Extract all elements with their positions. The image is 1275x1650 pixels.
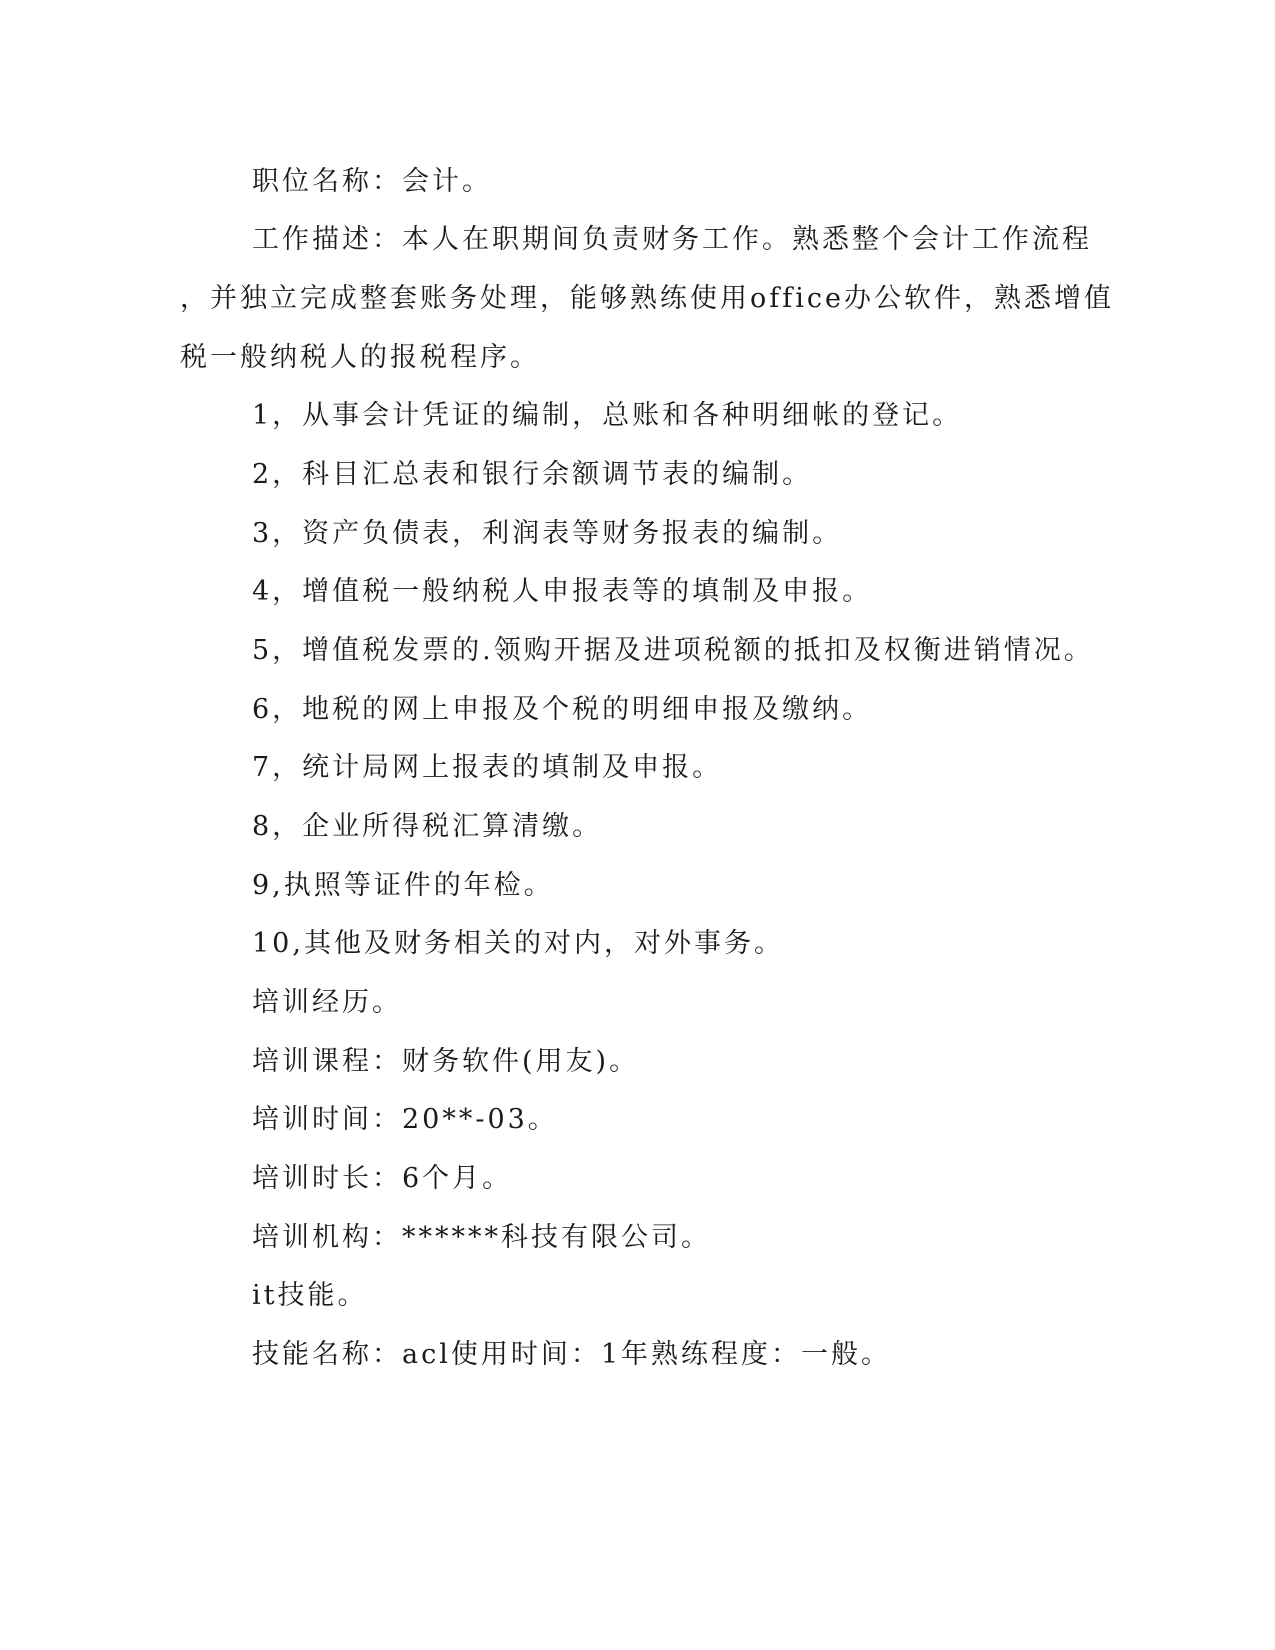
job-description-line-2: ，并独立完成整套账务处理，能够熟练使用office办公软件，熟悉增值	[180, 283, 1114, 314]
duty-item-7: 7，统计局网上报表的填制及申报。	[252, 752, 723, 783]
duty-item-10: 10,其他及财务相关的对内，对外事务。	[252, 928, 784, 959]
duty-item-6: 6，地税的网上申报及个税的明细申报及缴纳。	[252, 694, 873, 725]
training-institution: 培训机构：******科技有限公司。	[252, 1222, 711, 1253]
duty-item-2: 2，科目汇总表和银行余额调节表的编制。	[252, 459, 813, 490]
job-description-line-3: 税一般纳税人的报税程序。	[180, 342, 540, 373]
duty-item-1: 1，从事会计凭证的编制，总账和各种明细帐的登记。	[252, 400, 963, 431]
duty-item-5: 5，增值税发票的.领购开据及进项税额的抵扣及权衡进销情况。	[252, 635, 1094, 666]
duty-item-3: 3，资产负债表，利润表等财务报表的编制。	[252, 518, 843, 549]
training-course: 培训课程：财务软件(用友)。	[252, 1046, 640, 1077]
it-skills-heading: it技能。	[252, 1280, 368, 1311]
duty-item-8: 8，企业所得税汇算清缴。	[252, 811, 603, 842]
training-duration: 培训时长：6个月。	[252, 1163, 513, 1194]
duty-item-9: 9,执照等证件的年检。	[252, 870, 554, 901]
job-description-line-1: 工作描述：本人在职期间负责财务工作。熟悉整个会计工作流程	[252, 224, 1092, 255]
training-heading: 培训经历。	[252, 987, 402, 1018]
training-time: 培训时间：20**-03。	[252, 1104, 558, 1135]
it-skill-entry: 技能名称：acl使用时间：1年熟练程度：一般。	[252, 1339, 892, 1370]
position-title: 职位名称：会计。	[252, 166, 492, 197]
duty-item-4: 4，增值税一般纳税人申报表等的填制及申报。	[252, 576, 873, 607]
